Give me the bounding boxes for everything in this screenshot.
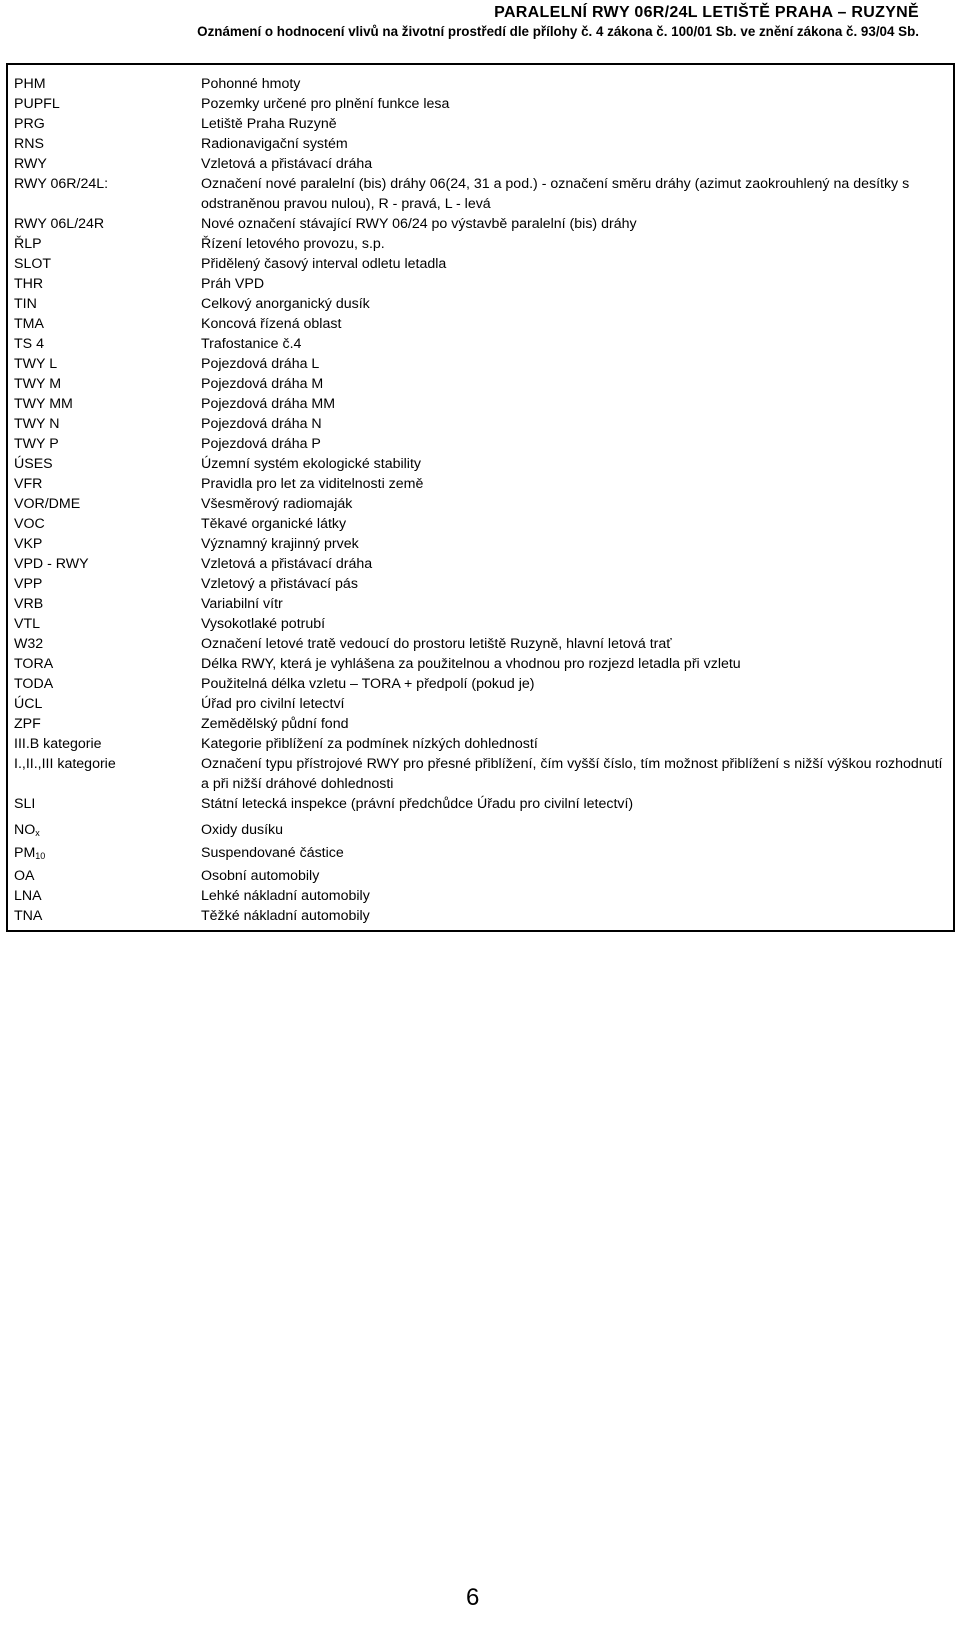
abbreviation-row bbox=[8, 794, 953, 814]
abbreviation-row bbox=[8, 694, 953, 714]
abbreviation-code: TIN bbox=[14, 296, 37, 312]
abbreviation-row bbox=[8, 234, 953, 254]
page-number: 6 bbox=[466, 1584, 480, 1611]
abbreviation-code: TS 4 bbox=[14, 336, 44, 352]
abbreviation-code: ZPF bbox=[14, 716, 41, 732]
abbreviation-definition: Těžké nákladní automobily bbox=[201, 908, 370, 924]
abbreviation-code: OA bbox=[14, 868, 35, 884]
abbreviation-row bbox=[8, 294, 953, 314]
abbreviation-row bbox=[8, 474, 953, 494]
abbreviation-definition: Těkavé organické látky bbox=[201, 516, 347, 532]
abbreviation-code: ÚCL bbox=[14, 696, 43, 712]
abbreviation-row bbox=[8, 174, 953, 214]
abbreviation-row bbox=[8, 454, 953, 474]
abbreviation-code: TWY N bbox=[14, 416, 60, 432]
abbreviation-definition: Lehké nákladní automobily bbox=[201, 888, 370, 904]
abbreviation-definition: Vysokotlaké potrubí bbox=[201, 616, 326, 632]
abbreviation-definition: Pohonné hmoty bbox=[201, 76, 301, 92]
abbreviation-code: LNA bbox=[14, 888, 42, 904]
abbreviation-row bbox=[8, 594, 953, 614]
abbreviation-row bbox=[8, 274, 953, 294]
abbreviation-code-subscript: 10 bbox=[35, 851, 46, 861]
abbreviation-definition: Práh VPD bbox=[201, 276, 265, 292]
abbreviation-definition: Pojezdová dráha P bbox=[201, 436, 321, 452]
abbreviation-definition: Státní letecká inspekce (právní předchůdce Úřadu pro civilní letectví) bbox=[201, 796, 634, 812]
abbreviation-row bbox=[8, 674, 953, 694]
abbreviation-definition: Pojezdová dráha L bbox=[201, 356, 320, 372]
abbreviation-definition: Označení nové paralelní (bis) dráhy 06(24, 31 a pod.) - označení směru dráhy (azimut zaokrouhlený na desítky s odstraněnou pravou nulou), R - pravá, L - levá bbox=[201, 176, 910, 212]
abbreviation-code: RWY 06R/24L: bbox=[14, 176, 109, 192]
abbreviation-definition: Variabilní vítr bbox=[201, 596, 283, 612]
abbreviation-code: ŘLP bbox=[14, 236, 42, 252]
abbreviation-row bbox=[8, 334, 953, 354]
abbreviation-definition: Označení typu přístrojové RWY pro přesné přiblížení, čím vyšší číslo, tím možnost přiblížení s nižší výškou rozhodnutí a při nižší dráhové dohlednosti bbox=[201, 756, 943, 792]
abbreviation-definition: Suspendované částice bbox=[201, 845, 344, 861]
abbreviation-row bbox=[8, 74, 953, 94]
abbreviation-code: VTL bbox=[14, 616, 41, 632]
abbreviation-definition: Pojezdová dráha MM bbox=[201, 396, 336, 412]
abbreviation-row bbox=[8, 134, 953, 154]
abbreviation-definition: Pojezdová dráha N bbox=[201, 416, 322, 432]
abbreviation-definition: Přidělený časový interval odletu letadla bbox=[201, 256, 447, 272]
abbreviation-code: TMA bbox=[14, 316, 44, 332]
abbreviation-row bbox=[8, 734, 953, 754]
abbreviation-definition: Oxidy dusíku bbox=[201, 822, 284, 838]
abbreviation-code: TORA bbox=[14, 656, 54, 672]
abbreviation-code: VRB bbox=[14, 596, 44, 612]
abbreviation-row bbox=[8, 354, 953, 374]
abbreviation-code: TODA bbox=[14, 676, 54, 692]
abbreviation-row bbox=[8, 886, 953, 906]
abbreviation-code: VPD - RWY bbox=[14, 556, 89, 572]
abbreviation-definition: Celkový anorganický dusík bbox=[201, 296, 370, 312]
abbreviation-row bbox=[8, 866, 953, 886]
abbreviation-row bbox=[8, 254, 953, 274]
abbreviation-row bbox=[8, 94, 953, 114]
abbreviation-code: W32 bbox=[14, 636, 44, 652]
abbreviation-row bbox=[8, 114, 953, 134]
abbreviation-code: TWY MM bbox=[14, 396, 73, 412]
abbreviation-row bbox=[8, 414, 953, 434]
abbreviation-definition: Osobní automobily bbox=[201, 868, 320, 884]
abbreviation-definition: Označení letové tratě vedoucí do prostoru letiště Ruzyně, hlavní letová trať bbox=[201, 636, 672, 652]
abbreviation-code: PHM bbox=[14, 76, 46, 92]
abbreviation-code bbox=[8, 843, 201, 866]
abbreviation-definition: Použitelná délka vzletu – TORA + předpolí (pokud je) bbox=[201, 676, 535, 692]
abbreviation-row bbox=[8, 534, 953, 554]
abbreviations-table bbox=[6, 63, 955, 932]
document-title: PARALELNÍ RWY 06R/24L LETIŠTĚ PRAHA – RUZYNĚ bbox=[494, 4, 919, 21]
abbreviation-definition: Koncová řízená oblast bbox=[201, 316, 342, 332]
abbreviation-code: RWY bbox=[14, 156, 47, 172]
abbreviation-row bbox=[8, 494, 953, 514]
abbreviation-row bbox=[8, 514, 953, 534]
abbreviation-definition: Trafostanice č.4 bbox=[201, 336, 302, 352]
abbreviation-code: PRG bbox=[14, 116, 45, 132]
abbreviation-definition: Kategorie přiblížení za podmínek nízkých dohledností bbox=[201, 736, 538, 752]
abbreviation-row bbox=[8, 843, 953, 866]
abbreviation-definition: Vzletový a přistávací pás bbox=[201, 576, 358, 592]
abbreviation-code: TNA bbox=[14, 908, 43, 924]
abbreviation-code: VFR bbox=[14, 476, 43, 492]
abbreviation-row bbox=[8, 754, 953, 794]
abbreviation-row bbox=[8, 820, 953, 843]
abbreviation-code: PUPFL bbox=[14, 96, 60, 112]
abbreviation-code: SLI bbox=[14, 796, 36, 812]
abbreviation-definition: Radionavigační systém bbox=[201, 136, 348, 152]
abbreviation-row bbox=[8, 554, 953, 574]
abbreviation-definition: Všesměrový radiomaják bbox=[201, 496, 353, 512]
abbreviation-definition: Zemědělský půdní fond bbox=[201, 716, 349, 732]
abbreviation-row bbox=[8, 214, 953, 234]
abbreviation-row bbox=[8, 394, 953, 414]
abbreviation-code: THR bbox=[14, 276, 44, 292]
abbreviation-code: TWY P bbox=[14, 436, 59, 452]
abbreviation-definition: Pozemky určené pro plnění funkce lesa bbox=[201, 96, 450, 112]
abbreviation-row bbox=[8, 654, 953, 674]
abbreviation-code: VOC bbox=[14, 516, 45, 532]
abbreviation-definition: Nové označení stávající RWY 06/24 po výstavbě paralelní (bis) dráhy bbox=[201, 216, 637, 232]
abbreviation-code bbox=[8, 820, 201, 843]
abbreviation-code: I.,II.,III kategorie bbox=[14, 756, 116, 772]
abbreviation-code: TWY M bbox=[14, 376, 62, 392]
abbreviation-definition: Vzletová a přistávací dráha bbox=[201, 556, 373, 572]
abbreviation-code: SLOT bbox=[14, 256, 52, 272]
abbreviation-code: VOR/DME bbox=[14, 496, 81, 512]
abbreviation-row bbox=[8, 634, 953, 654]
abbreviation-row bbox=[8, 434, 953, 454]
abbreviation-code-main: PM bbox=[14, 845, 36, 861]
document-subtitle: Oznámení o hodnocení vlivů na životní prostředí dle přílohy č. 4 zákona č. 100/01 Sb. ve znění zákona č. 93/04 Sb. bbox=[197, 24, 919, 39]
abbreviation-row bbox=[8, 906, 953, 926]
abbreviation-code: RNS bbox=[14, 136, 44, 152]
abbreviation-row bbox=[8, 614, 953, 634]
abbreviation-code: VKP bbox=[14, 536, 43, 552]
abbreviation-definition: Územní systém ekologické stability bbox=[201, 456, 421, 472]
abbreviation-definition: Pojezdová dráha M bbox=[201, 376, 324, 392]
abbreviation-row bbox=[8, 154, 953, 174]
abbreviation-row bbox=[8, 574, 953, 594]
abbreviation-definition: Vzletová a přistávací dráha bbox=[201, 156, 373, 172]
abbreviation-definition: Řízení letového provozu, s.p. bbox=[201, 236, 385, 252]
abbreviation-definition: Významný krajinný prvek bbox=[201, 536, 359, 552]
abbreviation-code: VPP bbox=[14, 576, 43, 592]
abbreviation-code-subscript: x bbox=[35, 828, 40, 838]
abbreviation-definition: Pravidla pro let za viditelnosti země bbox=[201, 476, 424, 492]
abbreviation-row bbox=[8, 314, 953, 334]
abbreviation-row bbox=[8, 374, 953, 394]
abbreviation-definition: Úřad pro civilní letectví bbox=[201, 696, 345, 712]
abbreviation-code: RWY 06L/24R bbox=[14, 216, 105, 232]
abbreviation-code: ÚSES bbox=[14, 456, 53, 472]
abbreviation-code: TWY L bbox=[14, 356, 58, 372]
abbreviation-definition: Délka RWY, která je vyhlášena za použitelnou a vhodnou pro rozjezd letadla při vzletu bbox=[201, 656, 741, 672]
abbreviation-code: III.B kategorie bbox=[14, 736, 102, 752]
abbreviation-definition: Letiště Praha Ruzyně bbox=[201, 116, 337, 132]
abbreviation-code-main: NO bbox=[14, 822, 36, 838]
abbreviation-row bbox=[8, 714, 953, 734]
